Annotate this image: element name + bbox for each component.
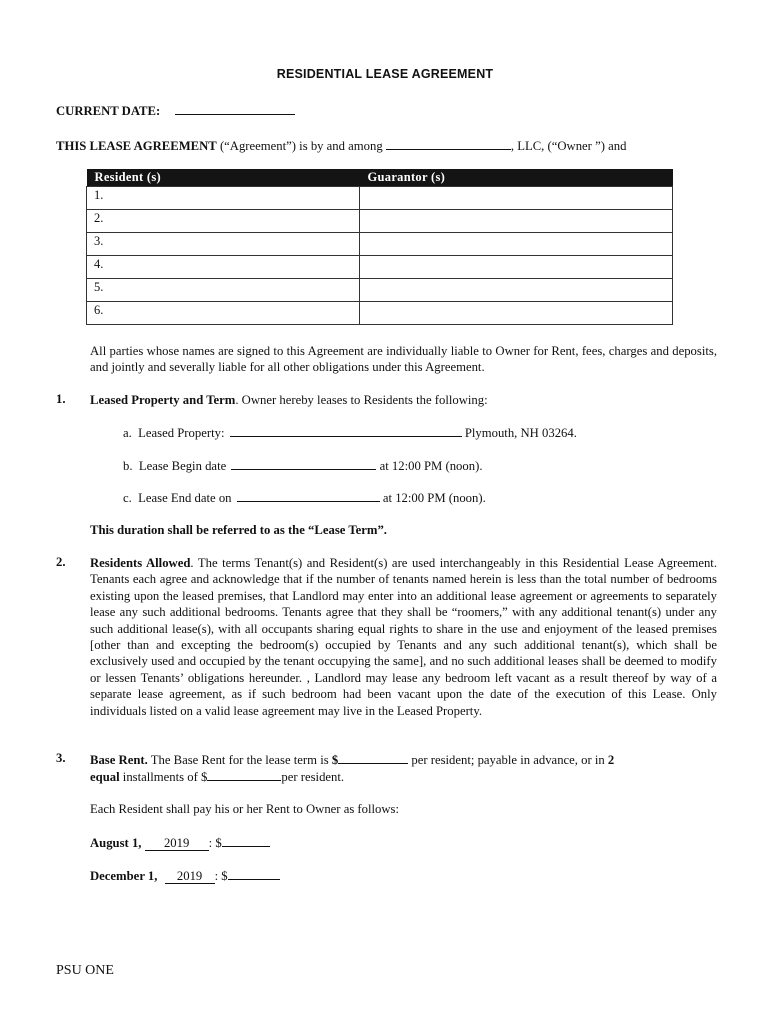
rent-dollar-sign: $ [331,753,339,767]
lease-begin-label: Lease Begin date [138,459,227,473]
payment-december-line [90,867,280,885]
resident-cell[interactable]: 6. [87,302,360,325]
parties-table [86,169,673,325]
section-2-text: . The terms Tenant(s) and Resident(s) are used interchangeably in this Residential Lease Agreement. Tenants each agree and acknowledge that if the number of tenants named herein is less than the total number of bedrooms existing upon the leased premises, that Landlord may enter into an additional lease agreement or agreements to separately lease any such additional bedrooms. Tenants agree that they shall be “roomers,” with any additional tenant(s) under any such additional lease(s), with all occupants sharing equal rights to share in the use and enjoyment of the leased premises [other than and excepting the bedroom(s) occupied by Tenants and any such additional tenant(s), which shall be exclusively used and occupied by the tenant occupying the same], and no such additional leases shall be deemed to modify or lessen Tenants’ obligations hereunder. , Landlord may lease any bedroom left vacant as a result thereof by way of a separate lease agreement, as if such bedroom had been vacant upon the date of the execution of this Lease. Only individuals listed on a valid lease agreement may live in the Leased Property. [90,556,717,718]
lease-end-label: Lease End date on [138,491,232,505]
payment-schedule-intro: Each Resident shall pay his or her Rent to Owner as follows: [90,802,400,816]
section-3-text-2: per resident; payable in advance, or in [408,753,608,767]
lease-term-text: This duration shall be referred to as the “Lease Term”. [90,523,387,537]
resident-cell[interactable]: 5. [87,279,360,302]
section-3-number: 3. [56,751,66,765]
section-2-paragraph [90,555,717,719]
document-title: RESIDENTIAL LEASE AGREEMENT [276,67,494,81]
current-date-field[interactable] [175,102,295,115]
lease-end-time: at 12:00 PM (noon). [382,491,486,505]
lease-begin-time: at 12:00 PM (noon). [379,459,483,473]
resident-column-header: Resident (s) [87,169,360,187]
item-letter: b. [123,459,133,473]
table-row [87,187,673,210]
section-3-text-4: per resident. [281,770,345,785]
lease-begin-field[interactable] [231,457,376,470]
section-3-rent-paragraph [90,751,717,786]
payment-december-amount[interactable] [228,867,280,880]
leased-property-city: Plymouth, NH 03264. [464,426,577,440]
leased-property-label: Leased Property: [138,426,225,440]
payment-august-amount[interactable] [222,834,270,847]
payment-august-label: August 1, [90,836,142,850]
section-3-text-1: The Base Rent for the lease term is [147,753,332,767]
payment-december-year[interactable]: 2019 [165,869,215,884]
table-row [87,279,673,302]
payment-august-sep: : $ [208,836,222,850]
lease-term-note [90,522,387,539]
liability-paragraph: All parties whose names are signed to this Agreement are individually liable to Owner for Rent, fees, charges and deposits, and jointly and severally liable for all other obligations under this Agreement. [90,344,717,375]
installment-amount-field[interactable] [207,768,281,781]
item-letter: a. [123,426,132,440]
lease-begin-line [123,457,483,475]
table-row [87,233,673,256]
resident-cell[interactable]: 2. [87,210,360,233]
resident-cell[interactable]: 4. [87,256,360,279]
guarantor-cell[interactable] [360,233,673,256]
installment-count: 2 [607,753,615,767]
section-1-heading: Leased Property and Term [90,393,236,407]
section-2-heading: Residents Allowed [90,556,191,570]
intro-line [56,137,626,155]
guarantor-column-header: Guarantor (s) [360,169,673,187]
guarantor-cell[interactable] [360,210,673,233]
leased-property-line [123,424,577,442]
guarantor-cell[interactable] [360,302,673,325]
section-2-number: 2. [56,555,66,569]
section-3-text-3: installments of $ [119,770,208,785]
leased-property-field[interactable] [230,424,462,437]
table-row [87,210,673,233]
current-date-label: CURRENT DATE: [56,104,161,118]
base-rent-field[interactable] [338,751,408,764]
payment-august-year[interactable]: 2019 [145,836,209,851]
resident-cell[interactable]: 3. [87,233,360,256]
payment-august-line [90,834,270,852]
guarantor-cell[interactable] [360,256,673,279]
payment-december-label: December 1, [90,869,158,883]
current-date-line [56,102,295,120]
payment-december-sep: : $ [214,869,228,883]
equal-word: equal [90,770,120,785]
section-1-text: . Owner hereby leases to Residents the following: [235,393,488,407]
lease-end-line [123,489,486,507]
guarantor-cell[interactable] [360,279,673,302]
table-row [87,256,673,279]
resident-cell[interactable]: 1. [87,187,360,210]
intro-text-2: , LLC, (“Owner ”) and [510,139,627,153]
guarantor-cell[interactable] [360,187,673,210]
section-3-heading: Base Rent. [90,753,148,767]
llc-name-field[interactable] [386,137,511,150]
footer-label: PSU ONE [56,963,114,978]
table-row [87,302,673,325]
item-letter: c. [123,491,132,505]
section-1-number: 1. [56,392,66,406]
intro-text-1: (“Agreement”) is by and among [216,139,386,153]
parties-table-header [87,169,673,187]
section-1-intro [90,392,488,409]
intro-lead: THIS LEASE AGREEMENT [56,139,217,153]
lease-end-field[interactable] [237,489,380,502]
